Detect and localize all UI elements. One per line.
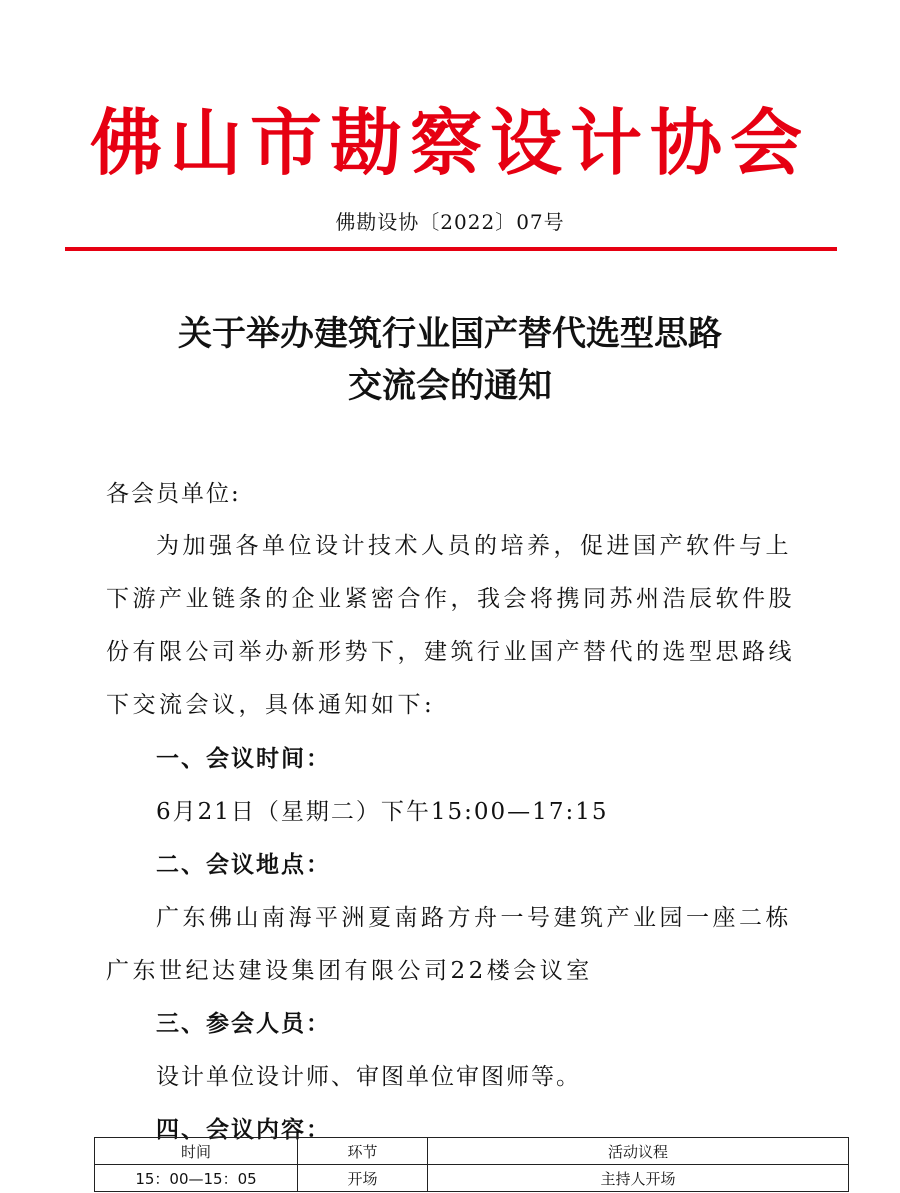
meeting-time-text: 6月21日（星期二）下午15:00—17:15 — [156, 799, 609, 825]
agenda-table — [94, 1137, 849, 1192]
section-heading-content: 四、会议内容： — [156, 1117, 331, 1143]
table-header-time: 时间 — [95, 1138, 298, 1165]
attendees-text: 设计单位设计师、审图单位审图师等。 — [156, 1064, 581, 1090]
section-heading-attendees: 三、参会人员： — [156, 1011, 331, 1037]
table-cell-time: 15：00—15：05 — [95, 1165, 298, 1192]
table-cell-agenda: 主持人开场 — [428, 1165, 849, 1192]
table-header-agenda: 活动议程 — [428, 1138, 849, 1165]
notice-title — [0, 308, 900, 412]
document-number: 佛勘设协〔2022〕07号 — [335, 210, 565, 234]
table-cell-stage: 开场 — [298, 1165, 428, 1192]
red-divider-line — [65, 247, 837, 251]
table-row — [95, 1165, 849, 1192]
meeting-venue-text: 广东佛山南海平洲夏南路方舟一号建筑产业园一座二栋广东世纪达建设集团有限公司22楼会议室 — [106, 905, 792, 984]
table-header-row — [95, 1138, 849, 1165]
notice-title-line-2: 交流会的通知 — [348, 366, 552, 406]
section-heading-venue: 二、会议地点： — [156, 852, 331, 878]
section-heading-time: 一、会议时间： — [156, 746, 331, 772]
organization-name: 佛山市勘察设计协会 — [89, 100, 810, 185]
salutation: 各会员单位: — [106, 481, 241, 507]
notice-title-line-1: 关于举办建筑行业国产替代选型思路 — [178, 314, 722, 354]
intro-paragraph: 为加强各单位设计技术人员的培养，促进国产软件与上下游产业链条的企业紧密合作，我会将携同苏州浩辰软件股份有限公司举办新形势下，建筑行业国产替代的选型思路线下交流会议，具体通知如下: — [106, 533, 795, 718]
table-header-stage: 环节 — [298, 1138, 428, 1165]
